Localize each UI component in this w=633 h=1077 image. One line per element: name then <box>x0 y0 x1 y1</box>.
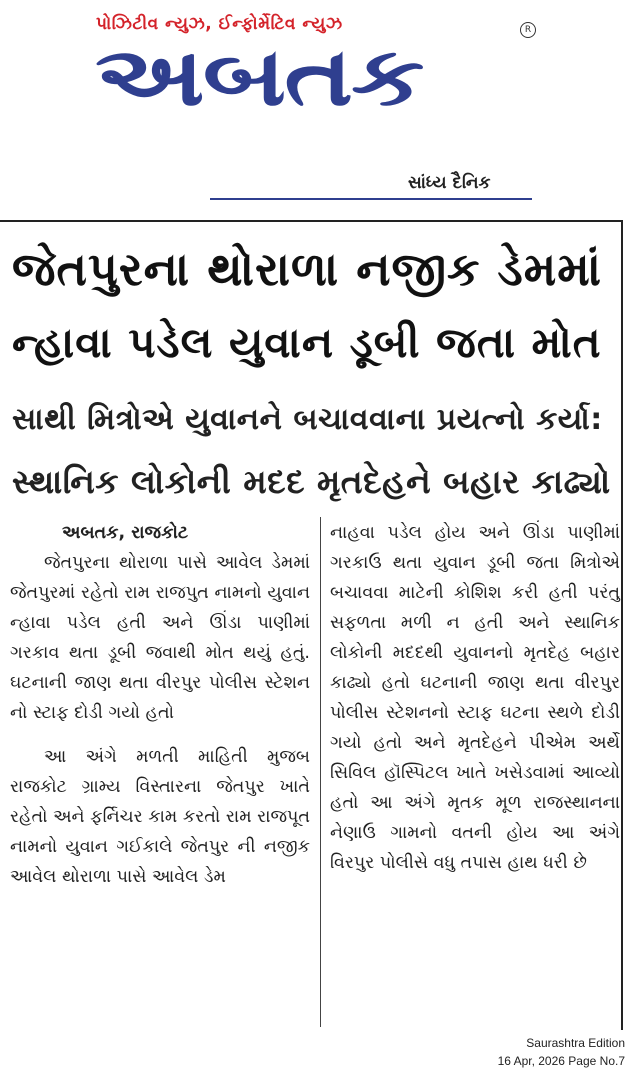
news-article <box>0 220 623 1030</box>
masthead-rule <box>210 198 532 200</box>
registered-mark-icon: R <box>520 22 536 38</box>
article-paragraph: જેતપુરના થોરાળા પાસે આવેલ ડેમમાં જેતપુરમાં રહેતો રામ રાજપુત નામનો યુવાન ન્હાવા પડેલ હતી અને ઊંડા પાણીમાં ગરકાવ થતા ડૂબી જવાથી મોત થયું હતું. ઘટનાની જાણ થતા વીરપુર પોલીસ સ્ટેશન નો સ્ટાફ દોડી ગયો હતો <box>10 553 310 723</box>
subheadline-line-1: સાથી મિત્રોએ યુવાનને બચાવવાના પ્રયત્નો કર્યા: <box>12 402 603 437</box>
dateline: અબતક, રાજકોટ <box>62 523 189 543</box>
newspaper-logo: અબતક <box>95 28 423 125</box>
masthead <box>0 0 633 205</box>
masthead-tagline: પોઝિટીવ ન્યુઝ, ઈન્ફોર્મેટિવ ન્યુઝ <box>96 14 343 34</box>
headline-line-1: જેતપુરના થોરાળા નજીક ડેમમાં <box>12 242 602 296</box>
article-right-column <box>330 518 620 878</box>
article-paragraph: આ અંગે મળતી માહિતી મુજબ રાજકોટ ગ્રામ્ય વિસ્તારના જેતપુર ખાતે રહેતો અને ફર્નિચર કામ કરતો રામ રાજપૂત નામનો યુવાન ગઈકાલે જેતપુર ની નજીક આવેલ થોરાળા પાસે આવેલ ડેમ <box>10 747 310 887</box>
edition-date-page: 16 Apr, 2026 Page No.7 <box>497 1054 625 1068</box>
subheadline-line-2: સ્થાનિક લોકોની મદદ મૃતદેહને બહાર કાઢ્યો <box>12 462 611 501</box>
edition-footer <box>498 1034 625 1070</box>
masthead-subtitle: સાંધ્ય દૈનિક <box>408 173 491 193</box>
article-paragraph: નાહવા પડેલ હોય અને ઊંડા પાણીમાં ગરકાઉ થતા યુવાન ડૂબી જતા મિત્રોએ બચાવવા માટેની કોશિશ કરી હતી પરંતુ સફળતા મળી ન હતી અને સ્થાનિક લોકોની મદદથી યુવાનનો મૃતદેહ બહાર કાઢ્યો હતો ઘટનાની જાણ થતા વીરપુર પોલીસ સ્ટેશનનો સ્ટાફ ઘટના સ્થળે દોડી ગયો હતો અને મૃતદેહને પીએમ અર્થે સિવિલ હૉસ્પિટલ ખાતે ખસેડવામાં આવ્યો હતો આ અંગે મૃતક મૂળ રાજસ્થાનના નેણાઉ ગામનો વતની હોય આ અંગે વિરપુર પોલીસે વધુ તપાસ હાથ ધરી છે <box>330 523 620 873</box>
column-divider <box>320 517 321 1027</box>
edition-name: Saurashtra Edition <box>526 1036 625 1050</box>
article-left-column <box>10 518 310 892</box>
headline-line-2: ન્હાવા પડેલ યુવાન ડૂબી જતા મોત <box>12 318 602 367</box>
